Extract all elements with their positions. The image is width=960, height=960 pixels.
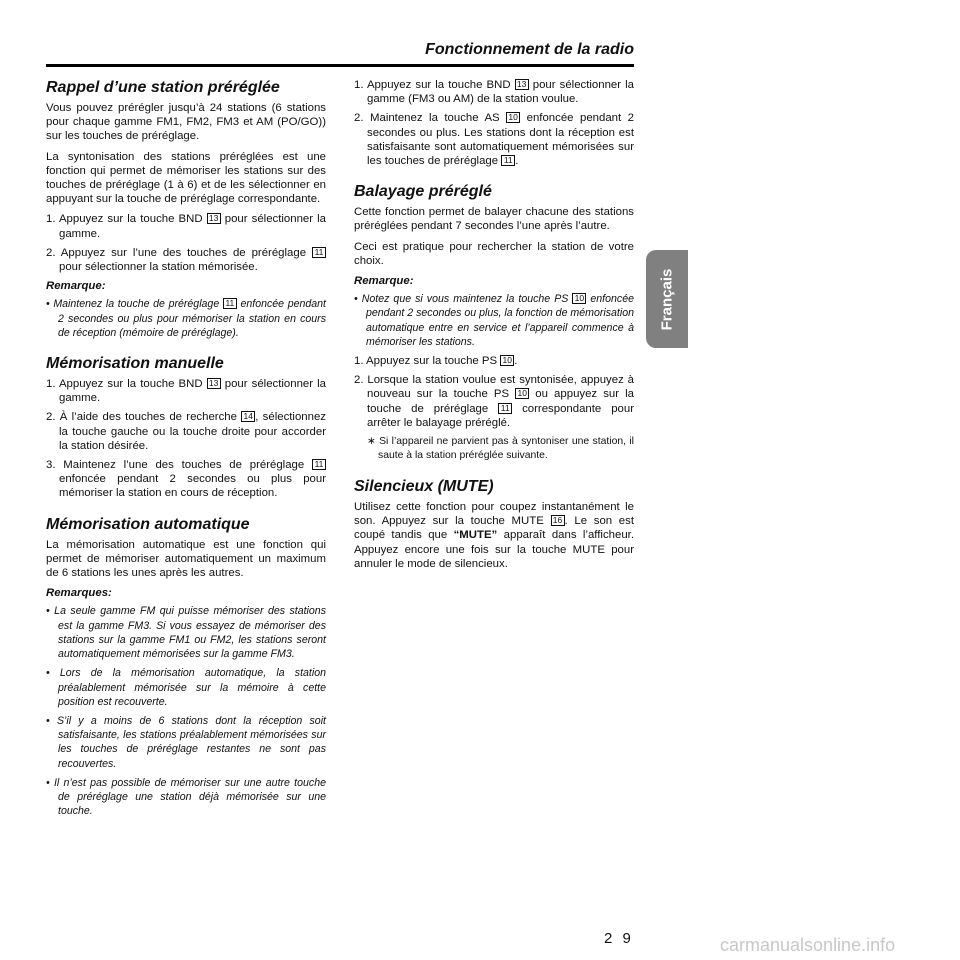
step-text: 2. Lorsque la station voulue est syntonisée, appuyez à nouveau sur la touche PS [354, 374, 634, 401]
remark-label: Remarque: [46, 280, 106, 293]
left-column [46, 78, 326, 823]
heading-rappel: Rappel d’une station préréglée [46, 79, 280, 96]
step-text: 1. Appuyez sur la touche BND [46, 378, 207, 391]
language-label: Français [658, 268, 676, 330]
header-rule [46, 64, 634, 67]
step-text: pour sélectionner la gamme (FM3 ou AM) de la station voulue. [367, 79, 634, 106]
key-label: 11 [501, 155, 515, 166]
right-column [354, 78, 634, 577]
step [46, 458, 326, 501]
remark-bullet [354, 292, 634, 349]
bullet-text: enfoncée pendant 2 secondes ou plus, la fonction de mémorisation automatique entre en service et l’appareil commence à mémoriser les stations. [366, 293, 634, 348]
key-label: 13 [207, 378, 221, 389]
page-header-title: Fonctionnement de la radio [425, 41, 634, 58]
watermark: carmanualsonline.info [720, 935, 896, 955]
step-text: 2. Maintenez la touche AS [354, 112, 507, 125]
step-text: 3. Maintenez l’une des touches de préréglage [46, 459, 312, 472]
step-text: enfoncée pendant 2 secondes ou plus pour mémoriser la station en cours de réception. [59, 473, 326, 500]
remark-bullet: • Il n’est pas possible de mémoriser sur une autre touche de préréglage une station déjà mémorisée sur une touche. [46, 776, 326, 818]
key-label: 10 [572, 293, 586, 304]
step-text: pour sélectionner la station mémorisée. [59, 261, 258, 274]
key-label: 11 [223, 298, 237, 309]
key-label: 13 [515, 79, 529, 90]
key-label: 10 [500, 355, 514, 366]
step [46, 246, 326, 274]
paragraph: La syntonisation des stations préréglées est une fonction qui permet de mémoriser les stations sur des touches de préréglage (1 à 6) et de les sélectionner en appuyant sur la touche de préréglage correspondante. [46, 150, 326, 206]
step [354, 373, 634, 430]
remark-bullet: • La seule gamme FM qui puisse mémoriser des stations est la gamme FM3. Si vous essayez de mémoriser des stations sur la gamme FM1 ou FM2, les stations seront automatiquement mémorisées sur la gamme FM3. [46, 605, 326, 661]
heading-silencieux: Silencieux (MUTE) [354, 478, 494, 496]
key-label: 11 [312, 247, 326, 258]
heading-balayage-preregle: Balayage préréglé [354, 183, 492, 201]
step-text: pour sélectionner la gamme. [59, 213, 326, 240]
step [354, 354, 634, 368]
step-text: ou appuyez sur la touche de préréglage [367, 388, 634, 415]
key-label: 11 [312, 459, 326, 470]
remark-bullet: • S’il y a moins de 6 stations dont la réception soit satisfaisante, les stations préalablement mémorisées sur les touches de préréglage restantes ne sont pas recouvertes. [46, 714, 326, 770]
step-text: pour sélectionner la gamme. [59, 378, 326, 405]
step-text: . [514, 355, 518, 368]
key-label: 16 [551, 515, 565, 526]
step [354, 78, 634, 106]
step [354, 111, 634, 168]
heading-memorisation-manuelle: Mémorisation manuelle [46, 355, 224, 373]
step-text: 2. À l’aide des touches de recherche [46, 411, 242, 424]
remark-label: Remarques: [46, 587, 112, 600]
paragraph: La mémorisation automatique est une fonction qui permet de mémoriser automatiquement un maximum de 6 stations les unes après les autres. [46, 538, 326, 580]
remark-label: Remarque: [354, 275, 414, 288]
step-text: enfoncée pendant 2 secondes ou plus. Les stations dont la réception est satisfaisante sont automatiquement mémorisées sur les touches de préréglage [367, 112, 634, 168]
step-text: 1. Appuyez sur la touche BND [354, 79, 515, 91]
language-side-tab [646, 250, 688, 348]
paragraph-text: apparaît dans l’afficheur. Appuyez encore une fois sur la touche MUTE pour annuler le mode de silencieux. [354, 529, 634, 570]
page-number: 2 9 [604, 930, 634, 947]
step-text: 2. Appuyez sur l’une des touches de préréglage [46, 246, 312, 259]
bullet-text: • Notez que si vous maintenez la touche PS [354, 293, 573, 306]
step [46, 377, 326, 405]
step-text: correspondante pour arrêter le balayage préréglé. [367, 402, 634, 429]
remark-bullet [46, 297, 326, 340]
step-text: . [515, 155, 519, 168]
step-text: 1. Appuyez sur la touche PS [354, 355, 501, 368]
paragraph-text: Utilisez cette fonction pour coupez instantanément le son. Appuyez sur la touche MUTE [354, 501, 634, 528]
bullet-text: enfoncée pendant 2 secondes ou plus pour mémoriser la station en cours de réception (mémoire de préréglage). [58, 298, 327, 339]
key-label: 14 [241, 411, 255, 422]
paragraph [354, 500, 634, 571]
paragraph: Vous pouvez prérégler jusqu’à 24 stations (6 stations pour chaque gamme FM1, FM2, FM3 et AM (PO/GO)) sur les touches de préréglage. [46, 102, 326, 143]
heading-memorisation-automatique: Mémorisation automatique [46, 515, 250, 533]
key-label: 13 [207, 213, 221, 224]
key-label: 10 [515, 388, 529, 399]
step-text: 1. Appuyez sur la touche BND [46, 213, 207, 226]
step [46, 410, 326, 453]
bullet-text: • Maintenez la touche de préréglage [46, 298, 223, 311]
step-text: , sélectionnez la touche gauche ou la touche droite pour accorder la station désirée. [59, 411, 326, 452]
remark-bullet: • Lors de la mémorisation automatique, la station préalablement mémorisée sur la mémoire à cette position est recouverte. [46, 667, 326, 708]
paragraph: Ceci est pratique pour rechercher la station de votre choix. [354, 240, 634, 267]
key-label: 11 [498, 403, 512, 414]
paragraph: Cette fonction permet de balayer chacune des stations préréglées pendant 7 secondes l’une après l’autre. [354, 206, 634, 233]
step [46, 212, 326, 240]
key-label: 10 [506, 112, 520, 123]
paragraph-text: . Le son est coupé tandis que [354, 515, 634, 542]
note: ∗ Si l’appareil ne parvient pas à syntoniser une station, il saute à la station préréglée suivante. [367, 436, 634, 462]
mute-display-text: “MUTE” [453, 529, 498, 542]
